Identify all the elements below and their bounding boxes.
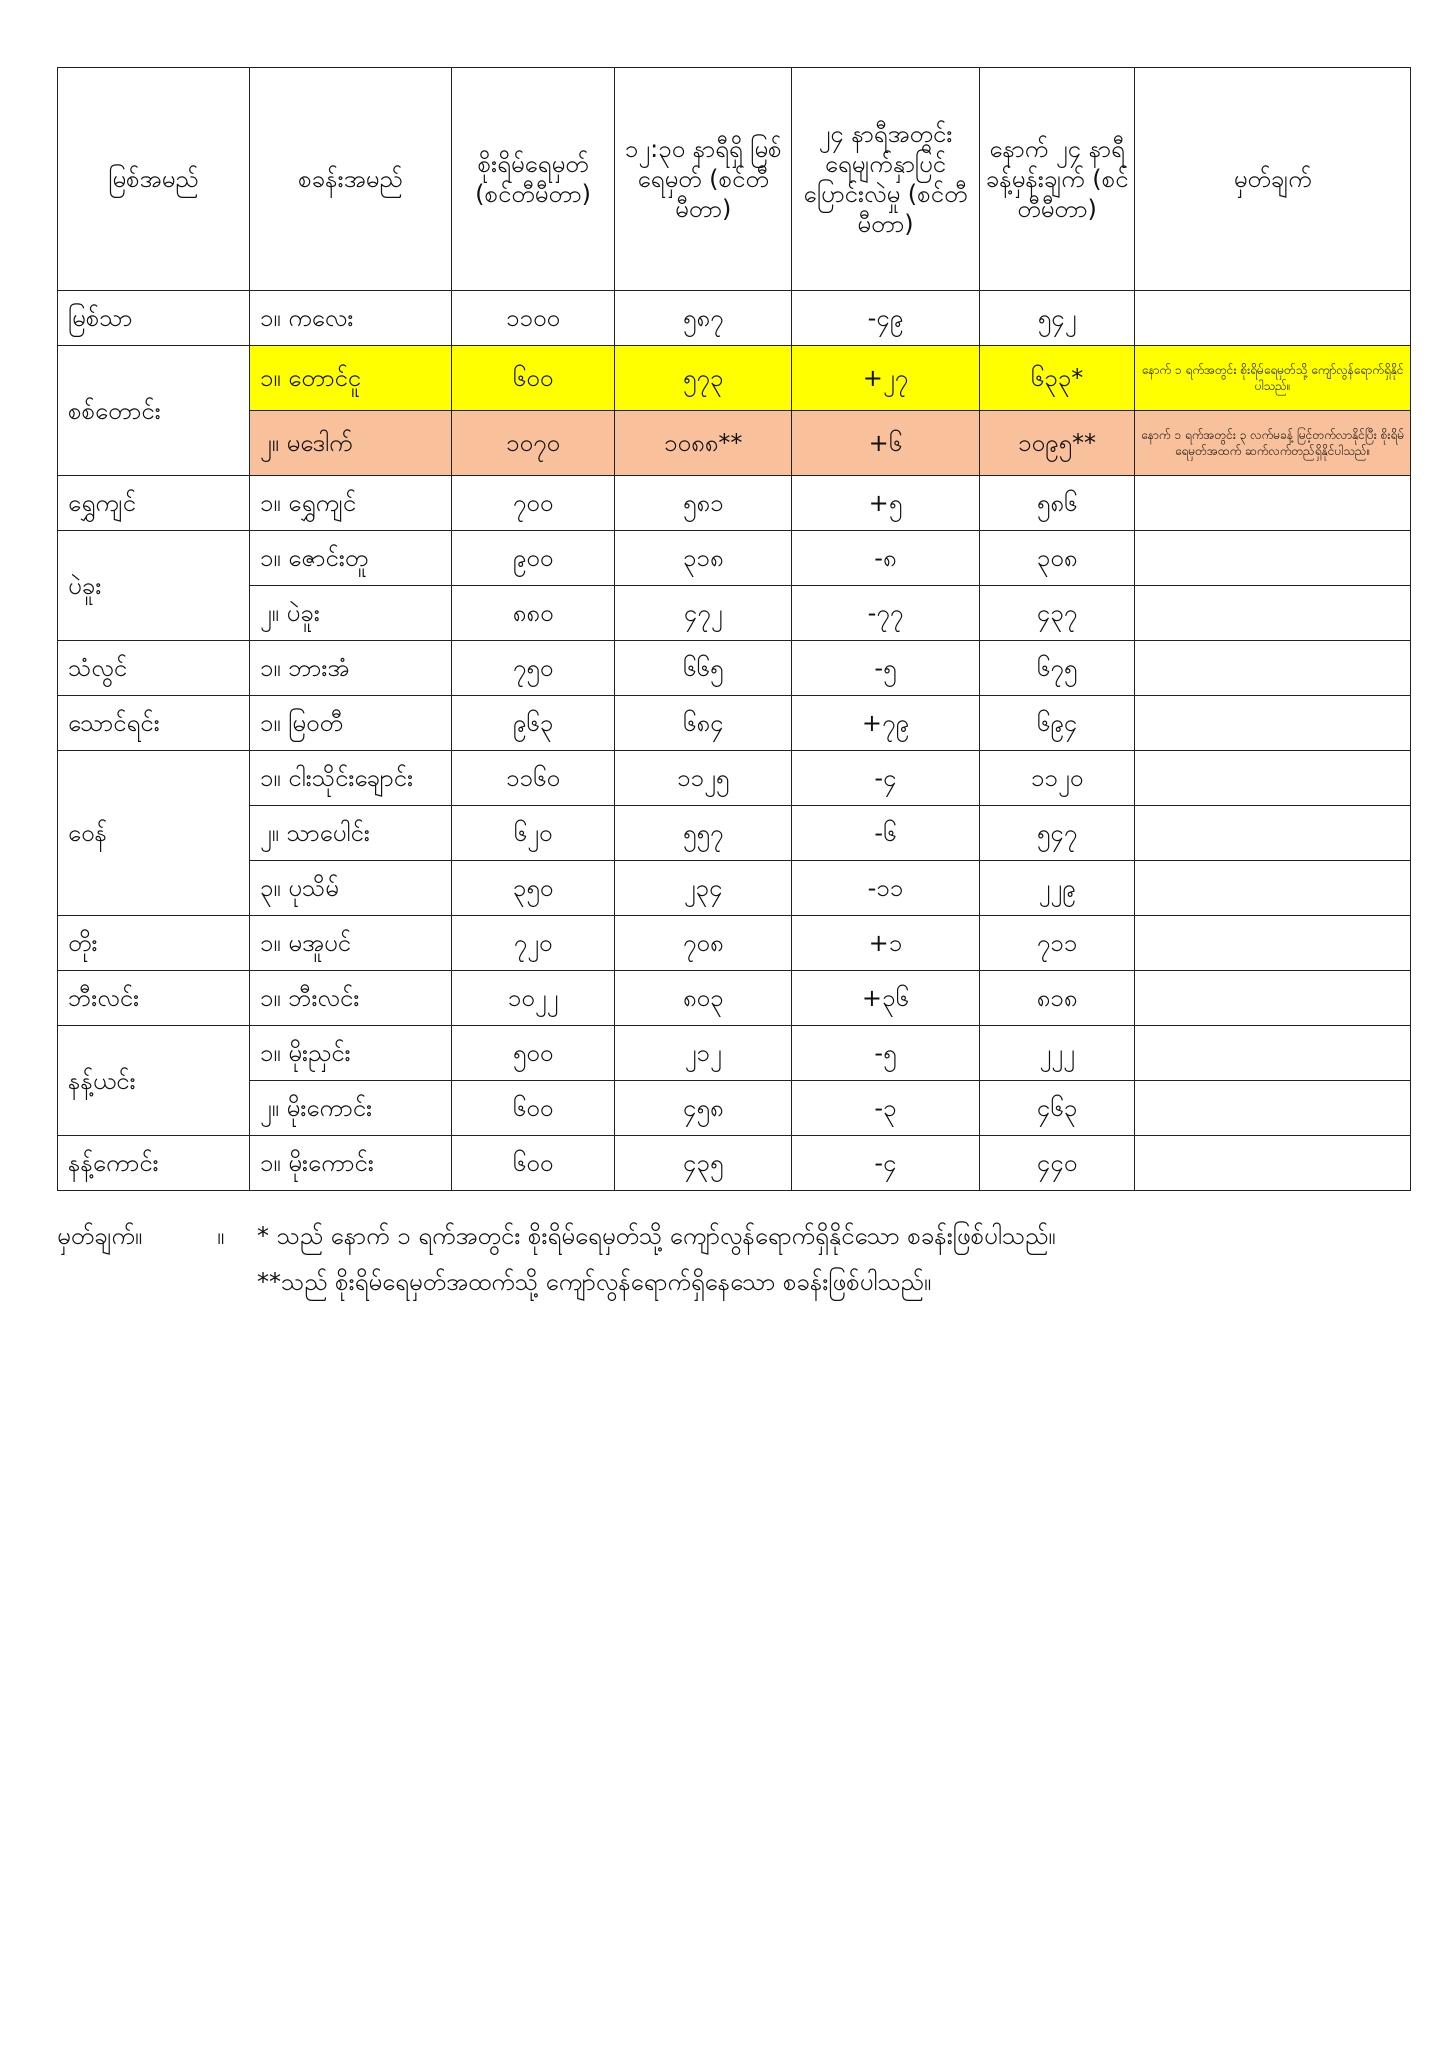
danger-level: ၅၀၀ (451, 1026, 615, 1081)
danger-level: ၆၀၀ (451, 1136, 615, 1191)
header-24h-change: ၂၄ နာရီအတွင်း ရေမျက်နှာပြင် ပြောင်းလဲမှု (စင်တီမီတာ) (792, 68, 980, 291)
header-river: မြစ်အမည် (58, 68, 250, 291)
level-change: -၃ (792, 1081, 980, 1136)
table-row (58, 586, 1411, 641)
danger-level: ၁၀၂၂ (451, 971, 615, 1026)
header-remark: မှတ်ချက် (1135, 68, 1411, 291)
level-change: -၅ (792, 1026, 980, 1081)
level-change: -၆ (792, 806, 980, 861)
current-level: ၇၀၈ (615, 916, 792, 971)
danger-level: ၈၈၀ (451, 586, 615, 641)
river-name: မြစ်သာ (58, 291, 250, 346)
level-change: -၇၇ (792, 586, 980, 641)
river-name: စစ်တောင်း (58, 346, 250, 476)
current-level: ၈၀၃ (615, 971, 792, 1026)
remark (1135, 1136, 1411, 1191)
table-row (58, 531, 1411, 586)
header-station: စခန်းအမည် (249, 68, 451, 291)
table-row (58, 806, 1411, 861)
danger-level: ၁၁၆၀ (451, 751, 615, 806)
table-row (58, 1081, 1411, 1136)
river-name: တိုး (58, 916, 250, 971)
footnotes (57, 1220, 1411, 1312)
current-level: ၂၃၄ (615, 861, 792, 916)
level-change: -၄ (792, 751, 980, 806)
level-change: -၄၉ (792, 291, 980, 346)
current-level: ၁၁၂၅ (615, 751, 792, 806)
header-24h-forecast: နောက် ၂၄ နာရီ ခန့်မှန်းချက် (စင်တီမီတာ) (979, 68, 1134, 291)
station-name: ၁။ ဇောင်းတူ (249, 531, 451, 586)
station-name: ၁။ မအူပင် (249, 916, 451, 971)
remark (1135, 751, 1411, 806)
table-row (58, 1026, 1411, 1081)
station-name: ၁။ ဘားအံ (249, 641, 451, 696)
level-change: +၂၇ (792, 346, 980, 411)
danger-level: ၉၆၃ (451, 696, 615, 751)
forecast-level: ၂၂၂ (979, 1026, 1134, 1081)
table-row (58, 476, 1411, 531)
forecast-level: ၄၆၃ (979, 1081, 1134, 1136)
remark (1135, 1026, 1411, 1081)
current-level: ၄၇၂ (615, 586, 792, 641)
forecast-level: ၅၄၂ (979, 291, 1134, 346)
footnote-label: မှတ်ချက်။ (57, 1222, 143, 1250)
header-danger-level: စိုးရိမ်ရေမှတ် (စင်တီမီတာ) (451, 68, 615, 291)
level-change: +၆ (792, 411, 980, 476)
level-change: +၁ (792, 916, 980, 971)
level-change: +၇၉ (792, 696, 980, 751)
current-level: ၅၅၇ (615, 806, 792, 861)
station-name: ၁။ မြဝတီ (249, 696, 451, 751)
table-row (58, 411, 1411, 476)
table-row (58, 861, 1411, 916)
current-level: ၃၁၈ (615, 531, 792, 586)
danger-level: ၆၀၀ (451, 346, 615, 411)
current-level: ၁၀၈၈** (615, 411, 792, 476)
remark (1135, 806, 1411, 861)
river-name: ဘီးလင်း (58, 971, 250, 1026)
remark (1135, 696, 1411, 751)
danger-level: ၉၀၀ (451, 531, 615, 586)
remark: နောက် ၁ ရက်အတွင်း စိုးရိမ်ရေမှတ်သို့ ကျော်လွန်ရောက်ရှိနိုင်ပါသည်။ (1135, 346, 1411, 411)
danger-level: ၃၅၀ (451, 861, 615, 916)
danger-level: ၇၀၀ (451, 476, 615, 531)
station-name: ၂။ သာပေါင်း (249, 806, 451, 861)
forecast-level: ၆၉၄ (979, 696, 1134, 751)
river-name: ဝေန် (58, 751, 250, 916)
footnote-line-2 (57, 1266, 1411, 1312)
river-name: နန့်ကောင်း (58, 1136, 250, 1191)
forecast-level: ၆၇၅ (979, 641, 1134, 696)
forecast-level: ၄၄၀ (979, 1136, 1134, 1191)
current-level: ၂၁၂ (615, 1026, 792, 1081)
forecast-level: ၃၀၈ (979, 531, 1134, 586)
table-row (58, 696, 1411, 751)
river-name: ရွှေကျင် (58, 476, 250, 531)
table-row (58, 971, 1411, 1026)
danger-level: ၇၂၀ (451, 916, 615, 971)
river-name: နန့်ယင်း (58, 1026, 250, 1136)
table-row (58, 751, 1411, 806)
table-row (58, 1136, 1411, 1191)
forecast-level: ၆၃၃* (979, 346, 1134, 411)
table-row (58, 346, 1411, 411)
remark: နောက် ၁ ရက်အတွင်း ၃ လက်မခန့် မြင့်တက်လာနိုင်ပြီး စိုးရိမ်ရေမှတ်အထက် ဆက်လက်တည်ရှိနိုင်ပါသည်။ (1135, 411, 1411, 476)
forecast-level: ၈၁၈ (979, 971, 1134, 1026)
remark (1135, 971, 1411, 1026)
current-level: ၆၈၄ (615, 696, 792, 751)
remark (1135, 1081, 1411, 1136)
forecast-level: ၄၃၇ (979, 586, 1134, 641)
station-name: ၁။ တောင်ငူ (249, 346, 451, 411)
station-name: ၁။ ဘီးလင်း (249, 971, 451, 1026)
remark (1135, 531, 1411, 586)
current-level: ၅၇၃ (615, 346, 792, 411)
current-level: ၅၈၇ (615, 291, 792, 346)
level-change: +၅ (792, 476, 980, 531)
level-change: -၄ (792, 1136, 980, 1191)
remark (1135, 916, 1411, 971)
current-level: ၄၅၈ (615, 1081, 792, 1136)
station-name: ၁။ ကလေး (249, 291, 451, 346)
danger-level: ၁၁၀၀ (451, 291, 615, 346)
level-change: -၁၁ (792, 861, 980, 916)
forecast-level: ၇၁၁ (979, 916, 1134, 971)
station-name: ၃။ ပုသိမ် (249, 861, 451, 916)
current-level: ၆၆၅ (615, 641, 792, 696)
table-row (58, 291, 1411, 346)
footnote-single-star: * သည် နောက် ၁ ရက်အတွင်း စိုးရိမ်ရေမှတ်သို့ ကျော်လွန်ရောက်ရှိနိုင်သော စခန်းဖြစ်ပါသည်။ (257, 1222, 1056, 1250)
danger-level: ၁၀၇၀ (451, 411, 615, 476)
danger-level: ၆၂၀ (451, 806, 615, 861)
forecast-level: ၅၈၆ (979, 476, 1134, 531)
station-name: ၂။ ပဲခူး (249, 586, 451, 641)
header-row (58, 68, 1411, 291)
table-row (58, 916, 1411, 971)
table-row (58, 641, 1411, 696)
river-name: သောင်ရင်း (58, 696, 250, 751)
forecast-level: ၅၄၇ (979, 806, 1134, 861)
forecast-level: ၂၂၉ (979, 861, 1134, 916)
station-name: ၁။ ငါးသိုင်းချောင်း (249, 751, 451, 806)
footnote-line-1 (57, 1220, 1411, 1266)
footnote-double-star: **သည် စိုးရိမ်ရေမှတ်အထက်သို့ ကျော်လွန်ရောက်ရှိနေသော စခန်းဖြစ်ပါသည်။ (257, 1268, 932, 1296)
station-name: ၁။ မိုးညှင်း (249, 1026, 451, 1081)
table-body (58, 291, 1411, 1191)
danger-level: ၆၀၀ (451, 1081, 615, 1136)
level-change: -၈ (792, 531, 980, 586)
station-name: ၁။ ရွှေကျင် (249, 476, 451, 531)
station-name: ၁။ မိုးကောင်း (249, 1136, 451, 1191)
forecast-level: ၁၁၂၀ (979, 751, 1134, 806)
water-level-table (57, 67, 1411, 1191)
current-level: ၄၃၅ (615, 1136, 792, 1191)
danger-level: ၇၅၀ (451, 641, 615, 696)
remark (1135, 586, 1411, 641)
river-name: သံလွင် (58, 641, 250, 696)
header-current-level: ၁၂:၃၀ နာရီရှိ မြစ်ရေမှတ် (စင်တီမီတာ) (615, 68, 792, 291)
station-name: ၂။ မဒေါက် (249, 411, 451, 476)
river-name: ပဲခူး (58, 531, 250, 641)
station-name: ၂။ မိုးကောင်း (249, 1081, 451, 1136)
remark (1135, 641, 1411, 696)
remark (1135, 861, 1411, 916)
current-level: ၅၈၁ (615, 476, 792, 531)
remark (1135, 291, 1411, 346)
remark (1135, 476, 1411, 531)
forecast-level: ၁၀၉၅** (979, 411, 1134, 476)
level-change: -၅ (792, 641, 980, 696)
level-change: +၃၆ (792, 971, 980, 1026)
footnote-separator: ။ (217, 1222, 225, 1250)
